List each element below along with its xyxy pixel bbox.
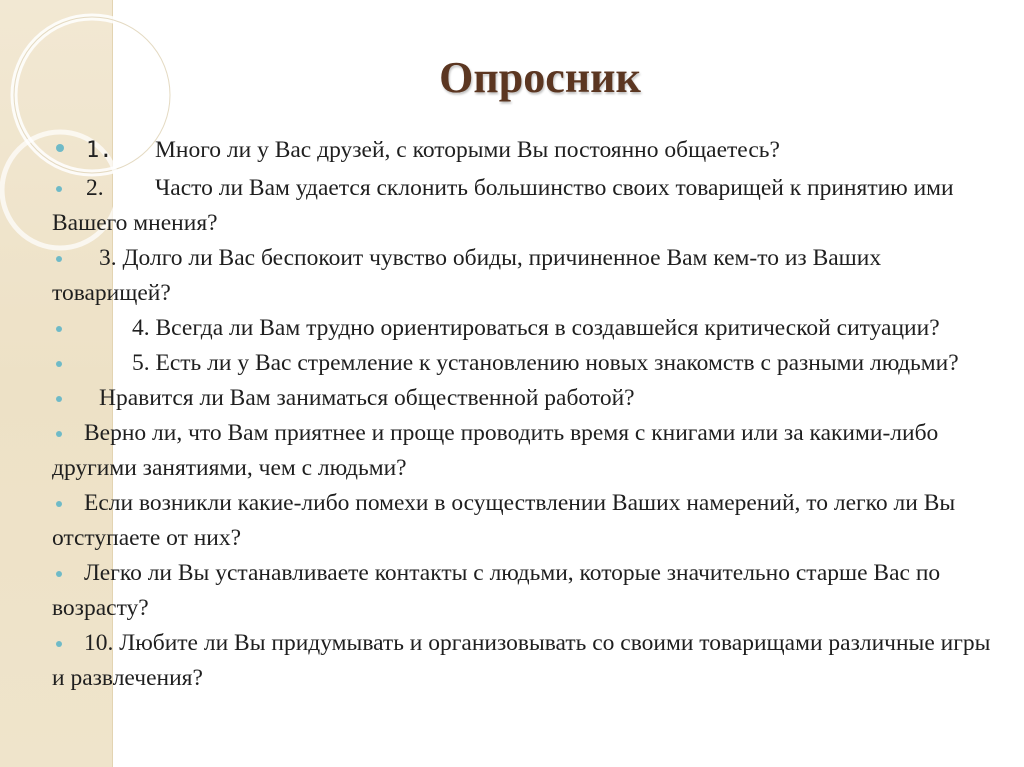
question-item-1 <box>52 133 1002 171</box>
question-number: 1. <box>86 138 113 163</box>
question-item-9 <box>52 556 1002 626</box>
question-text: 5. Есть ли у Вас стремление к установлению новых знакомств с разными людьми? <box>132 350 959 376</box>
bullet-icon <box>56 641 62 647</box>
bullet-icon <box>56 361 62 367</box>
bullet-icon <box>56 396 62 402</box>
bullet-icon <box>56 501 62 507</box>
question-item-2 <box>52 171 1002 241</box>
question-item-8 <box>52 486 1002 556</box>
question-text: 4. Всегда ли Вам трудно ориентироваться в создавшейся критической ситуации? <box>132 315 940 341</box>
question-text: Если возникли какие-либо помехи в осуществлении Ваших намерений, то легко ли Вы отступаете от них? <box>52 490 956 551</box>
question-item-10 <box>52 626 1002 696</box>
question-text: Легко ли Вы устанавливаете контакты с людьми, которые значительно старше Вас по возрасту? <box>52 560 941 621</box>
question-number: 2. <box>86 175 104 201</box>
slide-title: Опросник <box>439 53 641 102</box>
question-item-7 <box>52 416 1002 486</box>
question-text: Часто ли Вам удается склонить большинство своих товарищей к принятию ими Вашего мнения? <box>52 175 954 236</box>
question-list <box>52 133 1002 696</box>
bullet-icon <box>56 256 62 262</box>
question-item-6 <box>52 381 1002 416</box>
bullet-icon <box>56 571 62 577</box>
bullet-icon <box>56 431 62 437</box>
question-text: 10. Любите ли Вы придумывать и организовывать со своими товарищами различные игры и развлечения? <box>52 630 991 691</box>
question-text: Нравится ли Вам заниматься общественной работой? <box>99 385 635 411</box>
bullet-icon <box>56 186 62 192</box>
bullet-icon <box>56 326 62 332</box>
question-text: Верно ли, что Вам приятнее и проще проводить время с книгами или за какими-либо другими занятиями, чем с людьми? <box>52 420 939 481</box>
bullet-icon <box>56 144 64 152</box>
question-text: 3. Долго ли Вас беспокоит чувство обиды, причиненное Вам кем-то из Ваших товарищей? <box>52 245 882 306</box>
question-item-4 <box>52 311 1002 346</box>
question-text: Много ли у Вас друзей, с которыми Вы постоянно общаетесь? <box>155 137 780 163</box>
question-item-3 <box>52 241 1002 311</box>
question-item-5 <box>52 346 1002 381</box>
